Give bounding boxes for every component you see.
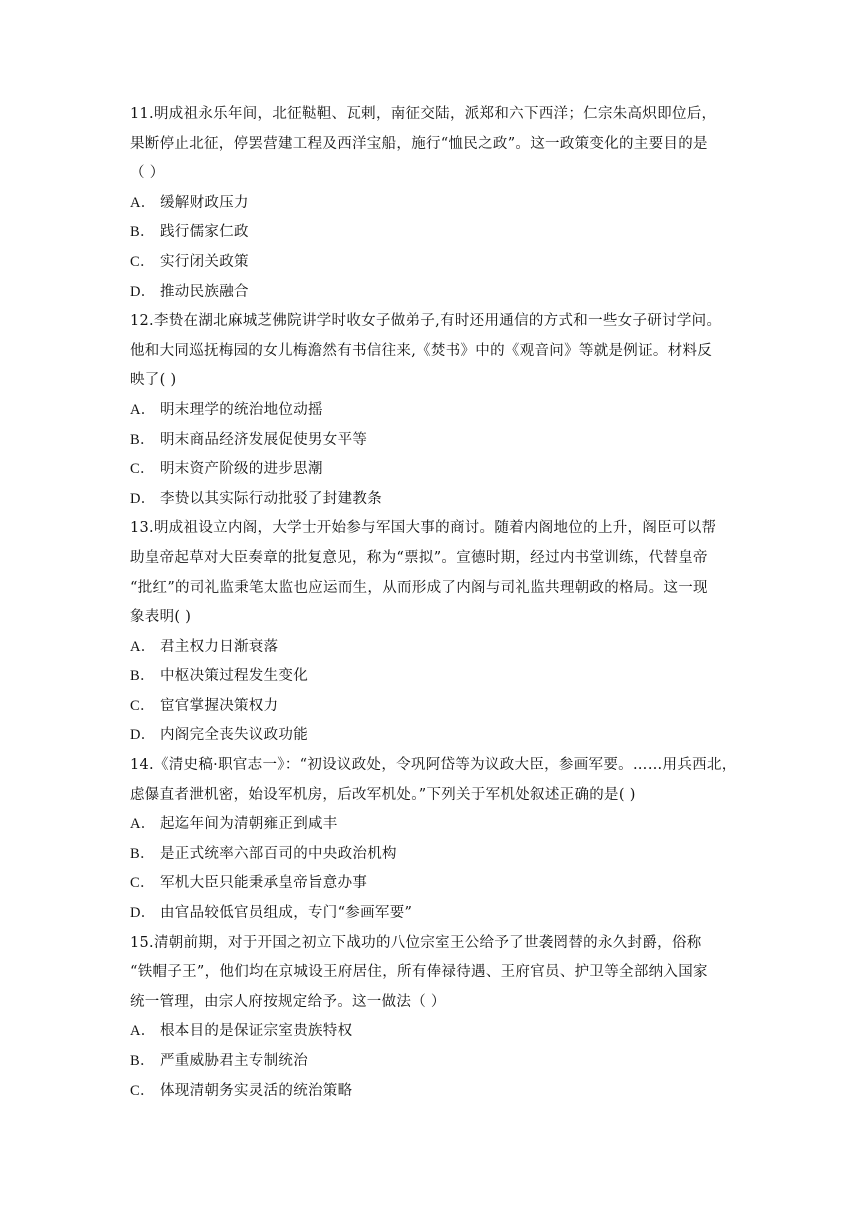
option-c (130, 692, 740, 722)
option-text: 缓解财政压力 (160, 194, 249, 211)
question-stem-line: 果断停止北征，停罢营建工程及西洋宝船，施行“恤民之政”。这一政策变化的主要目的是 (130, 135, 708, 152)
question-13 (130, 514, 740, 751)
option-text: 中枢决策过程发生变化 (160, 668, 308, 685)
option-letter: B． (130, 668, 155, 685)
option-letter: A． (130, 194, 156, 211)
question-15 (130, 929, 740, 1107)
option-letter: C． (130, 253, 155, 270)
option-letter: A． (130, 1023, 156, 1040)
option-b (130, 1047, 740, 1077)
option-letter: A． (130, 401, 156, 418)
option-text: 严重威胁君主专制统治 (160, 1053, 308, 1069)
question-stem-line: 助皇帝起草对大臣奏章的批复意见，称为“票拟”。宣德时期，经过内书堂训练，代替皇帝 (130, 549, 708, 566)
option-text: 内阁完全丧失议政功能 (160, 727, 308, 744)
option-letter: C． (130, 461, 155, 478)
question-stem-line: 他和大同巡抚梅园的女儿梅澹然有书信往来,《焚书》中的《观音问》等就是例证。材料反 (130, 342, 713, 359)
option-letter: D． (130, 727, 156, 744)
option-a (130, 633, 740, 663)
option-d (130, 278, 740, 308)
option-text: 军机大臣只能秉承皇帝旨意办事 (160, 875, 368, 892)
exam-page (130, 100, 740, 1106)
option-letter: B． (130, 224, 155, 241)
question-stem-line: 统一管理，由宗人府按规定给予。这一做法（ ） (130, 993, 446, 1010)
question-12 (130, 307, 740, 514)
option-text: 由官品较低官员组成，专门“参画军要” (160, 905, 413, 922)
option-text: 体现清朝务实灵活的统治策略 (160, 1082, 353, 1099)
option-d (130, 721, 740, 751)
option-c (130, 1077, 740, 1107)
option-text: 起迄年间为清朝雍正到咸丰 (160, 816, 338, 833)
option-text: 实行闭关政策 (160, 253, 249, 270)
option-letter: B． (130, 431, 155, 448)
option-c (130, 248, 740, 278)
option-letter: D． (130, 905, 156, 922)
option-letter: B． (130, 845, 155, 862)
option-text: 践行儒家仁政 (160, 224, 249, 241)
question-stem-line: （ ） (130, 165, 165, 182)
question-stem-line: “批红”的司礼监秉笔太监也应运而生，从而形成了内阁与司礼监共理朝政的格局。这一现 (130, 579, 708, 596)
option-letter: D． (130, 283, 156, 300)
option-a (130, 396, 740, 426)
option-text: 明末资产阶级的进步思潮 (160, 461, 323, 478)
option-b (130, 426, 740, 456)
option-text: 根本目的是保证宗室贵族特权 (160, 1023, 353, 1040)
option-letter: C． (130, 875, 155, 892)
option-text: 明末商品经济发展促使男女平等 (160, 431, 368, 448)
option-a (130, 189, 740, 219)
option-letter: D． (130, 490, 156, 507)
question-stem-line: 12.李贽在湖北麻城芝佛院讲学时收女子做弟子,有时还用通信的方式和一些女子研讨学问。 (130, 313, 722, 330)
option-text: 明末理学的统治地位动摇 (160, 401, 323, 418)
option-b (130, 218, 740, 248)
question-11 (130, 100, 740, 307)
option-a (130, 1017, 740, 1047)
option-b (130, 662, 740, 692)
option-letter: C． (130, 697, 155, 714)
question-14 (130, 751, 740, 929)
option-c (130, 869, 740, 899)
question-stem-line: “铁帽子王”，他们均在京城设王府居住，所有俸禄待遇、王府官员、护卫等全部纳入国家 (130, 964, 708, 981)
option-text: 君主权力日渐衰落 (160, 638, 279, 655)
option-d (130, 485, 740, 515)
question-stem-line: 象表明( ) (130, 609, 192, 626)
option-c (130, 455, 740, 485)
option-d (130, 899, 740, 929)
question-stem-line: 13.明成祖设立内阁，大学士开始参与军国大事的商讨。随着内阁地位的上升，阁臣可以帮 (130, 520, 717, 537)
option-letter: B． (130, 1053, 155, 1069)
option-letter: C． (130, 1082, 155, 1099)
question-stem-line: 11.明成祖永乐年间，北征鞑靼、瓦剌，南征交陆，派郑和六下西洋；仁宗朱高炽即位后， (130, 106, 717, 122)
option-text: 推动民族融合 (160, 283, 249, 300)
question-stem-line: 映了( ) (130, 372, 177, 389)
option-a (130, 810, 740, 840)
option-b (130, 840, 740, 870)
option-text: 是正式统率六部百司的中央政治机构 (160, 845, 397, 862)
question-stem-line: 虑儤直者泄机密，始设军机房，后改军机处。”下列关于军机处叙述正确的是( ) (130, 786, 636, 803)
option-text: 宦官掌握决策权力 (160, 697, 279, 714)
option-text: 李贽以其实际行动批驳了封建教条 (160, 490, 382, 507)
option-letter: A． (130, 638, 156, 655)
question-stem-line: 15.清朝前期，对于开国之初立下战功的八位宗室王公给予了世袭罔替的永久封爵，俗称 (130, 934, 702, 951)
question-stem-line: 14.《清史稿·职官志一》：“初设议政处，令巩阿岱等为议政大臣，参画军要。……用兵西北， (130, 757, 737, 774)
option-letter: A． (130, 816, 156, 833)
